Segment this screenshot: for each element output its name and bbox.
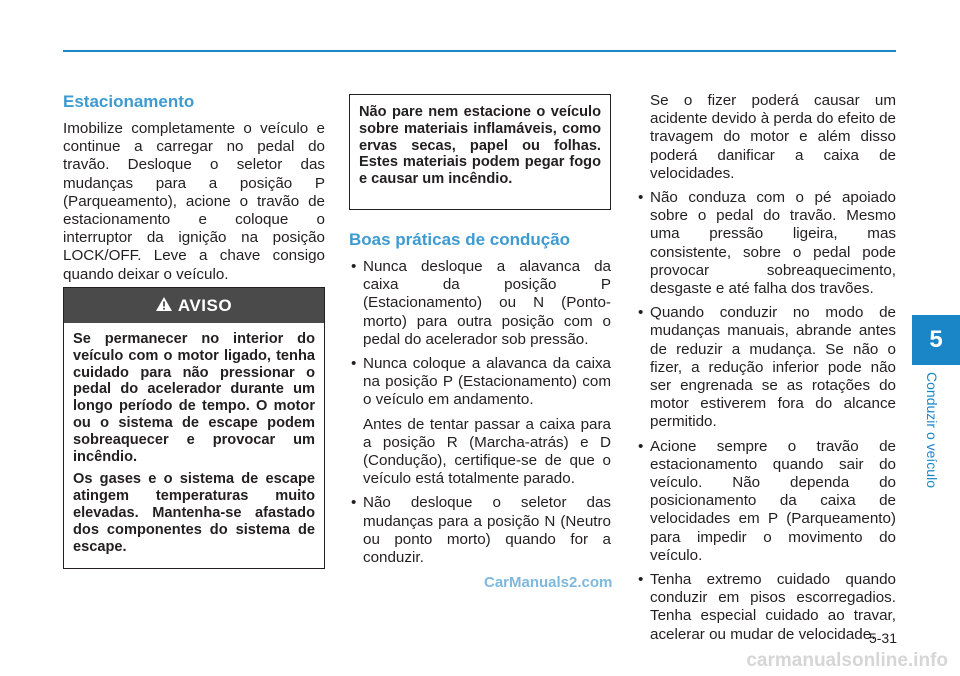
footer-watermark: carmanualsonline.info: [746, 650, 948, 671]
warning-box: [63, 287, 325, 569]
header-rule: [63, 50, 896, 52]
parking-section: [63, 92, 325, 284]
list-item: • Não conduza com o pé apoiado sobre o pedal do travão. Mesmo uma pressão ligeira, mas consistente, sobre o pedal pode provocar sobreaquecimento, desgaste e até falha dos travões.: [636, 189, 896, 298]
list-item: • Quando conduzir no modo de mudanças manuais, abrande antes de reduzir a mudança. Se não o fizer, a redução inferior pode não ser engrenada se as rotações do motor estiverem fora do alcance permitido.: [636, 304, 896, 431]
list-item: • Acione sempre o travão de estacionamento quando sair do veículo. Não dependa do posicionamento da caixa de velocidades em P (Parqueamento) para impedir o movimento do veículo.: [636, 438, 896, 565]
warning-title: AVISO: [177, 295, 233, 315]
warning-paragraph: Os gases e o sistema de escape atingem temperaturas muito elevadas. Mantenha-se afastado dos componentes do sistema de escape.: [73, 471, 315, 555]
watermark: CarManuals2.com: [484, 574, 613, 591]
list-item: • Nunca desloque a alavanca da caixa da posição P (Estacionamento) ou N (Ponto-morto) para outra posição com o pedal do acelerador sob pressão.: [349, 258, 611, 349]
note-box: [349, 94, 611, 210]
parking-text: Imobilize completamente o veículo e continue a carregar no pedal do travão. Desloque o seletor das mudanças para a posição P (Parqueamento), acione o travão de estacionamento e coloque o interruptor da ignição na posição LOCK/OFF. Leve a chave consigo quando deixar o veículo.: [63, 120, 325, 283]
warning-header: [64, 288, 324, 323]
page-number: 5-31: [868, 630, 897, 646]
warning-body: [64, 323, 324, 555]
list-item: • Não desloque o seletor das mudanças para a posição N (Neutro ou ponto morto) quando for a conduzir.: [349, 494, 611, 567]
warning-paragraph: Se permanecer no interior do veículo com o motor ligado, tenha cuidado para não pressionar o pedal do acelerador durante um longo período de tempo. O motor ou o sistema de escape podem sobreaquecer e provocar um incêndio.: [73, 331, 315, 465]
parking-title: Estacionamento: [63, 92, 195, 111]
tips-continued: [636, 92, 896, 650]
tips-continued-text: Se o fizer poderá causar um acidente devido à perda do efeito de travagem do motor e além disso poderá danificar a caixa de velocidades.: [650, 92, 896, 182]
chapter-tab: 5: [912, 315, 960, 365]
tips-list-right: [636, 189, 896, 644]
tips-list: [349, 258, 611, 567]
list-item: • Tenha extremo cuidado quando conduzir em pisos escorregadios. Tenha especial cuidado ao travar, acelerar ou mudar de velocidade.: [636, 571, 896, 644]
driving-tips-section: [349, 230, 611, 573]
list-item: • Nunca coloque a alavanca da caixa na posição P (Estacionamento) com o veículo em andamento. Antes de tentar passar a caixa para a posição R (Marcha-atrás) e D (Condução), certifique-se de que o veículo está totalmente parado.: [349, 355, 611, 488]
chapter-label: Conduzir o veículo: [924, 372, 941, 488]
warning-triangle-icon: [156, 296, 172, 316]
note-text: Não pare nem estacione o veículo sobre materiais inflamáveis, como ervas secas, papel ou folhas. Estes materiais podem pegar fogo e causar um incêndio.: [359, 104, 601, 188]
tips-title: Boas práticas de condução: [349, 230, 571, 249]
